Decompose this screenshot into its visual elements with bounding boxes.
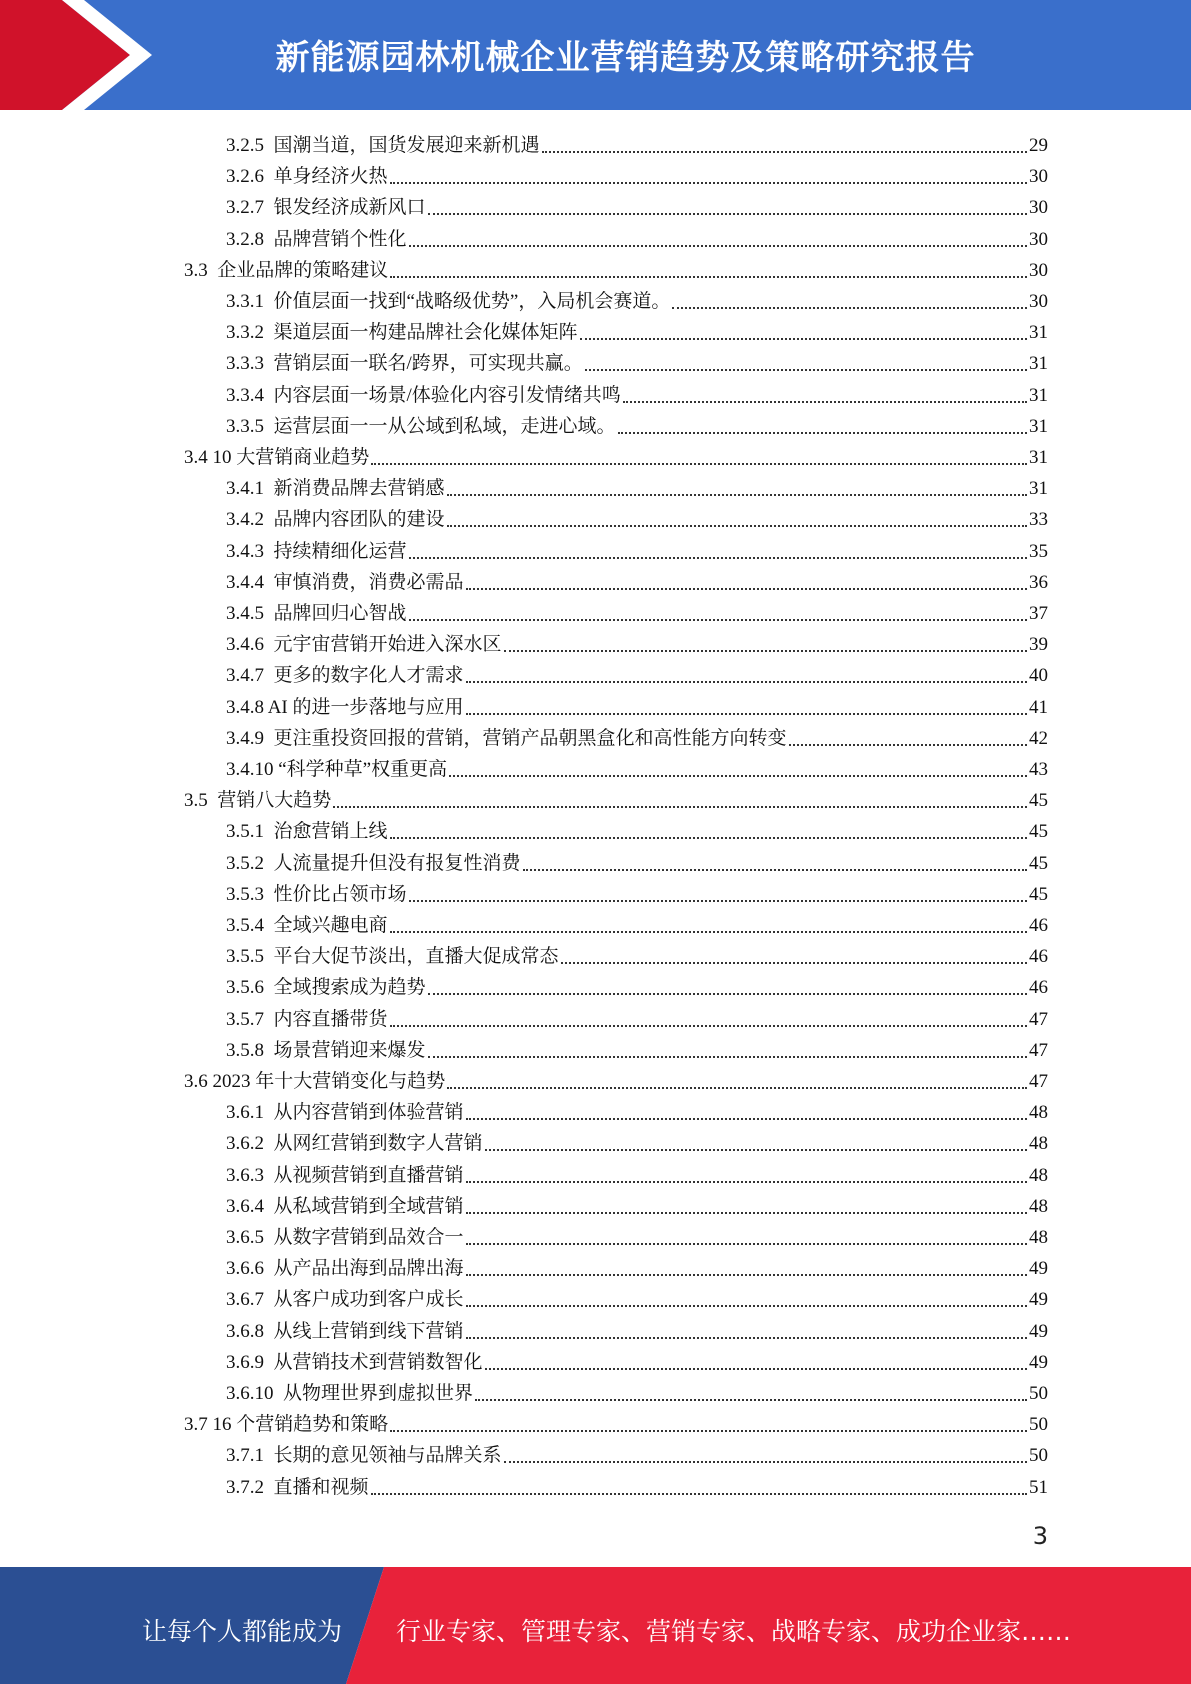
- toc-entry[interactable]: [226, 407, 1048, 438]
- toc-entry-page: 42: [1029, 727, 1048, 749]
- toc-entry-title: 3.3.2 渠道层面一构建品牌社会化媒体矩阵: [226, 322, 578, 344]
- toc-entry-page: 50: [1029, 1445, 1048, 1467]
- toc-entry-title: 3.5.6 全域搜索成为趋势: [226, 977, 426, 999]
- toc-entry[interactable]: [226, 1343, 1048, 1374]
- toc-dot-leader: [333, 806, 1027, 808]
- toc-dot-leader: [789, 744, 1027, 746]
- toc-entry-page: 45: [1029, 790, 1048, 812]
- toc-dot-leader: [428, 1056, 1027, 1058]
- toc-entry-title: 3.4.1 新消费品牌去营销感: [226, 478, 445, 500]
- toc-dot-leader: [371, 1493, 1027, 1495]
- toc-entry-title: 3.6 2023 年十大营销变化与趋势: [184, 1071, 446, 1092]
- toc-entry-page: 39: [1029, 634, 1048, 656]
- toc-entry-page: 46: [1029, 977, 1048, 999]
- toc-dot-leader: [409, 619, 1027, 621]
- toc-entry-title: 3.4.5 品牌回归心智战: [226, 603, 407, 624]
- footer-lead-text: 让每个人都能成为: [142, 1617, 343, 1646]
- toc-entry[interactable]: [184, 1405, 1048, 1436]
- toc-dot-leader: [449, 775, 1027, 777]
- toc-entry-title: 3.5.3 性价比占领市场: [226, 883, 407, 905]
- toc-entry-page: 29: [1029, 135, 1048, 156]
- toc-entry-page: 30: [1029, 166, 1048, 188]
- toc-entry-page: 30: [1029, 291, 1048, 312]
- page-number: 3: [1032, 1522, 1048, 1550]
- toc-entry[interactable]: [184, 251, 1048, 282]
- toc-entry[interactable]: [226, 282, 1048, 313]
- toc-entry-page: 31: [1029, 415, 1048, 437]
- toc-dot-leader: [390, 1430, 1027, 1432]
- toc-entry[interactable]: [226, 1031, 1048, 1062]
- toc-entry-page: 48: [1029, 1164, 1048, 1186]
- toc-dot-leader: [428, 993, 1027, 995]
- toc-dot-leader: [371, 463, 1027, 465]
- toc-entry[interactable]: [226, 313, 1048, 344]
- toc-entry[interactable]: [226, 688, 1048, 719]
- toc-entry-page: 45: [1029, 852, 1048, 874]
- toc-dot-leader: [390, 837, 1027, 839]
- toc-entry-page: 50: [1029, 1414, 1048, 1436]
- toc-entry[interactable]: [226, 625, 1048, 656]
- toc-entry-title: 3.3.5 运营层面一一从公域到私域，走进心域。: [226, 415, 616, 437]
- toc-entry-title: 3.5.7 内容直播带货: [226, 1008, 388, 1030]
- toc-entry-page: 31: [1029, 322, 1048, 344]
- toc-entry-page: 37: [1029, 603, 1048, 624]
- toc-entry-page: 41: [1029, 696, 1048, 718]
- toc-entry-title: 3.6.2 从网红营销到数字人营销: [226, 1133, 483, 1155]
- toc-entry-page: 50: [1029, 1383, 1048, 1404]
- toc-entry[interactable]: [184, 438, 1048, 469]
- toc-entry[interactable]: [226, 719, 1048, 750]
- toc-entry-page: 51: [1029, 1476, 1048, 1498]
- toc-dot-leader: [466, 1274, 1027, 1276]
- document-title: 新能源园林机械企业营销趋势及策略研究报告: [275, 38, 976, 78]
- toc-entry[interactable]: [226, 1124, 1048, 1155]
- toc-entry-title: 3.4.4 审慎消费，消费必需品: [226, 571, 464, 593]
- toc-entry[interactable]: [226, 750, 1048, 781]
- toc-entry-page: 31: [1029, 353, 1048, 375]
- toc-entry[interactable]: [226, 188, 1048, 219]
- toc-entry-title: 3.6.6 从产品出海到品牌出海: [226, 1258, 464, 1280]
- toc-entry-page: 48: [1029, 1133, 1048, 1155]
- toc-entry-title: 3.4.2 品牌内容团队的建设: [226, 509, 445, 531]
- toc-entry[interactable]: [226, 844, 1048, 875]
- toc-entry[interactable]: [226, 1436, 1048, 1467]
- toc-entry-title: 3.6.5 从数字营销到品效合一: [226, 1227, 464, 1248]
- toc-dot-leader: [523, 869, 1027, 871]
- toc-dot-leader: [623, 401, 1027, 403]
- toc-entry-page: 49: [1029, 1289, 1048, 1311]
- toc-dot-leader: [447, 525, 1027, 527]
- toc-entry-page: 48: [1029, 1195, 1048, 1217]
- toc-entry-title: 3.2.7 银发经济成新风口: [226, 197, 426, 219]
- toc-entry-title: 3.6.9 从营销技术到营销数智化: [226, 1351, 483, 1373]
- toc-entry[interactable]: [226, 1000, 1048, 1031]
- toc-entry-title: 3.6.4 从私域营销到全域营销: [226, 1195, 464, 1217]
- toc-dot-leader: [390, 276, 1027, 278]
- toc-dot-leader: [618, 432, 1027, 434]
- toc-entry-title: 3.4 10 大营销商业趋势: [184, 447, 370, 468]
- toc-dot-leader: [561, 962, 1027, 964]
- toc-entry-page: 47: [1029, 1071, 1048, 1092]
- toc-dot-leader: [504, 1461, 1027, 1463]
- toc-entry-title: 3.2.8 品牌营销个性化: [226, 228, 407, 250]
- toc-entry[interactable]: [226, 812, 1048, 843]
- toc-entry[interactable]: [226, 1156, 1048, 1187]
- toc-entry[interactable]: [226, 563, 1048, 594]
- toc-entry[interactable]: [226, 906, 1048, 937]
- toc-entry-title: 3.2.5 国潮当道，国货发展迎来新机遇: [226, 135, 540, 156]
- toc-dot-leader: [466, 681, 1027, 683]
- toc-entry-page: 45: [1029, 883, 1048, 905]
- toc-entry[interactable]: [226, 500, 1048, 531]
- toc-entry[interactable]: [184, 781, 1048, 812]
- toc-entry[interactable]: [226, 1218, 1048, 1249]
- toc-entry-title: 3.5.5 平台大促节淡出，直播大促成常态: [226, 946, 559, 968]
- toc-entry-page: 30: [1029, 197, 1048, 219]
- toc-entry-title: 3.6.3 从视频营销到直播营销: [226, 1164, 464, 1186]
- toc-entry-page: 43: [1029, 759, 1048, 780]
- toc-dot-leader: [409, 557, 1027, 559]
- toc-entry[interactable]: [226, 220, 1048, 251]
- toc-dot-leader: [466, 1118, 1027, 1120]
- toc-entry-page: 46: [1029, 915, 1048, 936]
- toc-dot-leader: [466, 713, 1027, 715]
- toc-entry-page: 46: [1029, 946, 1048, 968]
- toc-entry-page: 48: [1029, 1227, 1048, 1248]
- toc-dot-leader: [580, 338, 1027, 340]
- toc-entry-title: 3.6.8 从线上营销到线下营销: [226, 1320, 464, 1342]
- toc-dot-leader: [672, 307, 1027, 309]
- toc-entry-title: 3.3.4 内容层面一场景/体验化内容引发情绪共鸣: [226, 384, 621, 406]
- toc-entry[interactable]: [226, 1280, 1048, 1311]
- toc-entry-title: 3.3.1 价值层面一找到“战略级优势”，入局机会赛道。: [226, 291, 671, 312]
- toc-entry-page: 30: [1029, 259, 1048, 281]
- toc-entry-page: 40: [1029, 665, 1048, 687]
- toc-dot-leader: [390, 931, 1027, 933]
- toc-entry-page: 31: [1029, 384, 1048, 406]
- toc-dot-leader: [466, 1337, 1027, 1339]
- toc-entry-page: 49: [1029, 1320, 1048, 1342]
- toc-dot-leader: [447, 494, 1027, 496]
- toc-dot-leader: [409, 900, 1027, 902]
- footer-tagline: 行业专家、管理专家、营销专家、战略专家、成功企业家……: [396, 1617, 1072, 1646]
- toc-entry-page: 36: [1029, 571, 1048, 593]
- toc-entry-title: 3.4.9 更注重投资回报的营销，营销产品朝黑盒化和高性能方向转变: [226, 727, 787, 749]
- toc-entry[interactable]: [184, 1062, 1048, 1093]
- toc-entry[interactable]: [226, 126, 1048, 157]
- toc-dot-leader: [466, 1212, 1027, 1214]
- toc-dot-leader: [585, 369, 1027, 371]
- toc-entry-title: 3.7.1 长期的意见领袖与品牌关系: [226, 1445, 502, 1467]
- toc-entry-page: 31: [1029, 478, 1048, 500]
- toc-entry[interactable]: [226, 376, 1048, 407]
- toc-entry-title: 3.4.3 持续精细化运营: [226, 540, 407, 562]
- toc-entry-page: 47: [1029, 1039, 1048, 1061]
- toc-entry[interactable]: [226, 1312, 1048, 1343]
- toc-entry-page: 33: [1029, 509, 1048, 531]
- toc-entry[interactable]: [226, 1249, 1048, 1280]
- toc-dot-leader: [466, 1243, 1027, 1245]
- toc-dot-leader: [504, 650, 1027, 652]
- toc-entry-title: 3.5.8 场景营销迎来爆发: [226, 1039, 426, 1061]
- toc-entry-title: 3.5.2 人流量提升但没有报复性消费: [226, 852, 521, 874]
- toc-entry[interactable]: [226, 875, 1048, 906]
- toc-dot-leader: [475, 1399, 1027, 1401]
- toc-entry[interactable]: [226, 1374, 1048, 1405]
- toc-entry[interactable]: [226, 157, 1048, 188]
- toc-dot-leader: [542, 151, 1027, 153]
- toc-entry-page: 31: [1029, 447, 1048, 468]
- page-header: [0, 0, 1191, 110]
- toc-entry-title: 3.6.1 从内容营销到体验营销: [226, 1102, 464, 1124]
- toc-entry-title: 3.7 16 个营销趋势和策略: [184, 1414, 389, 1436]
- toc-entry-title: 3.4.10 “科学种草”权重更高: [226, 759, 448, 780]
- page-footer: [0, 1567, 1191, 1684]
- toc-dot-leader: [485, 1368, 1027, 1370]
- toc-entry[interactable]: [226, 937, 1048, 968]
- toc-entry-page: 49: [1029, 1258, 1048, 1280]
- toc-entry[interactable]: [226, 1187, 1048, 1218]
- toc-entry-title: 3.3.3 营销层面一联名/跨界，可实现共赢。: [226, 353, 583, 375]
- toc-entry-page: 48: [1029, 1102, 1048, 1124]
- toc-entry-title: 3.4.7 更多的数字化人才需求: [226, 665, 464, 687]
- toc-entry[interactable]: [226, 968, 1048, 999]
- toc-entry-title: 3.5.4 全域兴趣电商: [226, 915, 388, 936]
- toc-entry-page: 47: [1029, 1008, 1048, 1030]
- toc-dot-leader: [466, 1305, 1027, 1307]
- toc-entry-page: 49: [1029, 1351, 1048, 1373]
- toc-entry[interactable]: [226, 1468, 1048, 1499]
- toc-entry-title: 3.3 企业品牌的策略建议: [184, 259, 389, 281]
- toc-dot-leader: [466, 1181, 1027, 1183]
- toc-entry[interactable]: [226, 469, 1048, 500]
- toc-entry-title: 3.6.10 从物理世界到虚拟世界: [226, 1383, 474, 1404]
- toc-entry[interactable]: [226, 656, 1048, 687]
- toc-dot-leader: [390, 182, 1027, 184]
- toc-dot-leader: [447, 1087, 1027, 1089]
- toc-entry-page: 30: [1029, 228, 1048, 250]
- toc-entry-title: 3.7.2 直播和视频: [226, 1476, 369, 1498]
- toc-entry-title: 3.5.1 治愈营销上线: [226, 821, 388, 843]
- toc-dot-leader: [466, 588, 1027, 590]
- toc-entry[interactable]: [226, 594, 1048, 625]
- toc-entry-title: 3.4.6 元宇宙营销开始进入深水区: [226, 634, 502, 656]
- toc-dot-leader: [390, 1025, 1027, 1027]
- toc-entry-title: 3.4.8 AI 的进一步落地与应用: [226, 696, 464, 718]
- toc-entry-title: 3.5 营销八大趋势: [184, 790, 332, 812]
- toc-entry-title: 3.6.7 从客户成功到客户成长: [226, 1289, 464, 1311]
- toc-dot-leader: [409, 245, 1027, 247]
- toc-entry-page: 45: [1029, 821, 1048, 843]
- toc-entry-title: 3.2.6 单身经济火热: [226, 166, 388, 188]
- toc-entry[interactable]: [226, 1093, 1048, 1124]
- toc-entry[interactable]: [226, 532, 1048, 563]
- toc-dot-leader: [485, 1149, 1027, 1151]
- toc-dot-leader: [428, 213, 1027, 215]
- toc-entry[interactable]: [226, 344, 1048, 375]
- toc-entry-page: 35: [1029, 540, 1048, 562]
